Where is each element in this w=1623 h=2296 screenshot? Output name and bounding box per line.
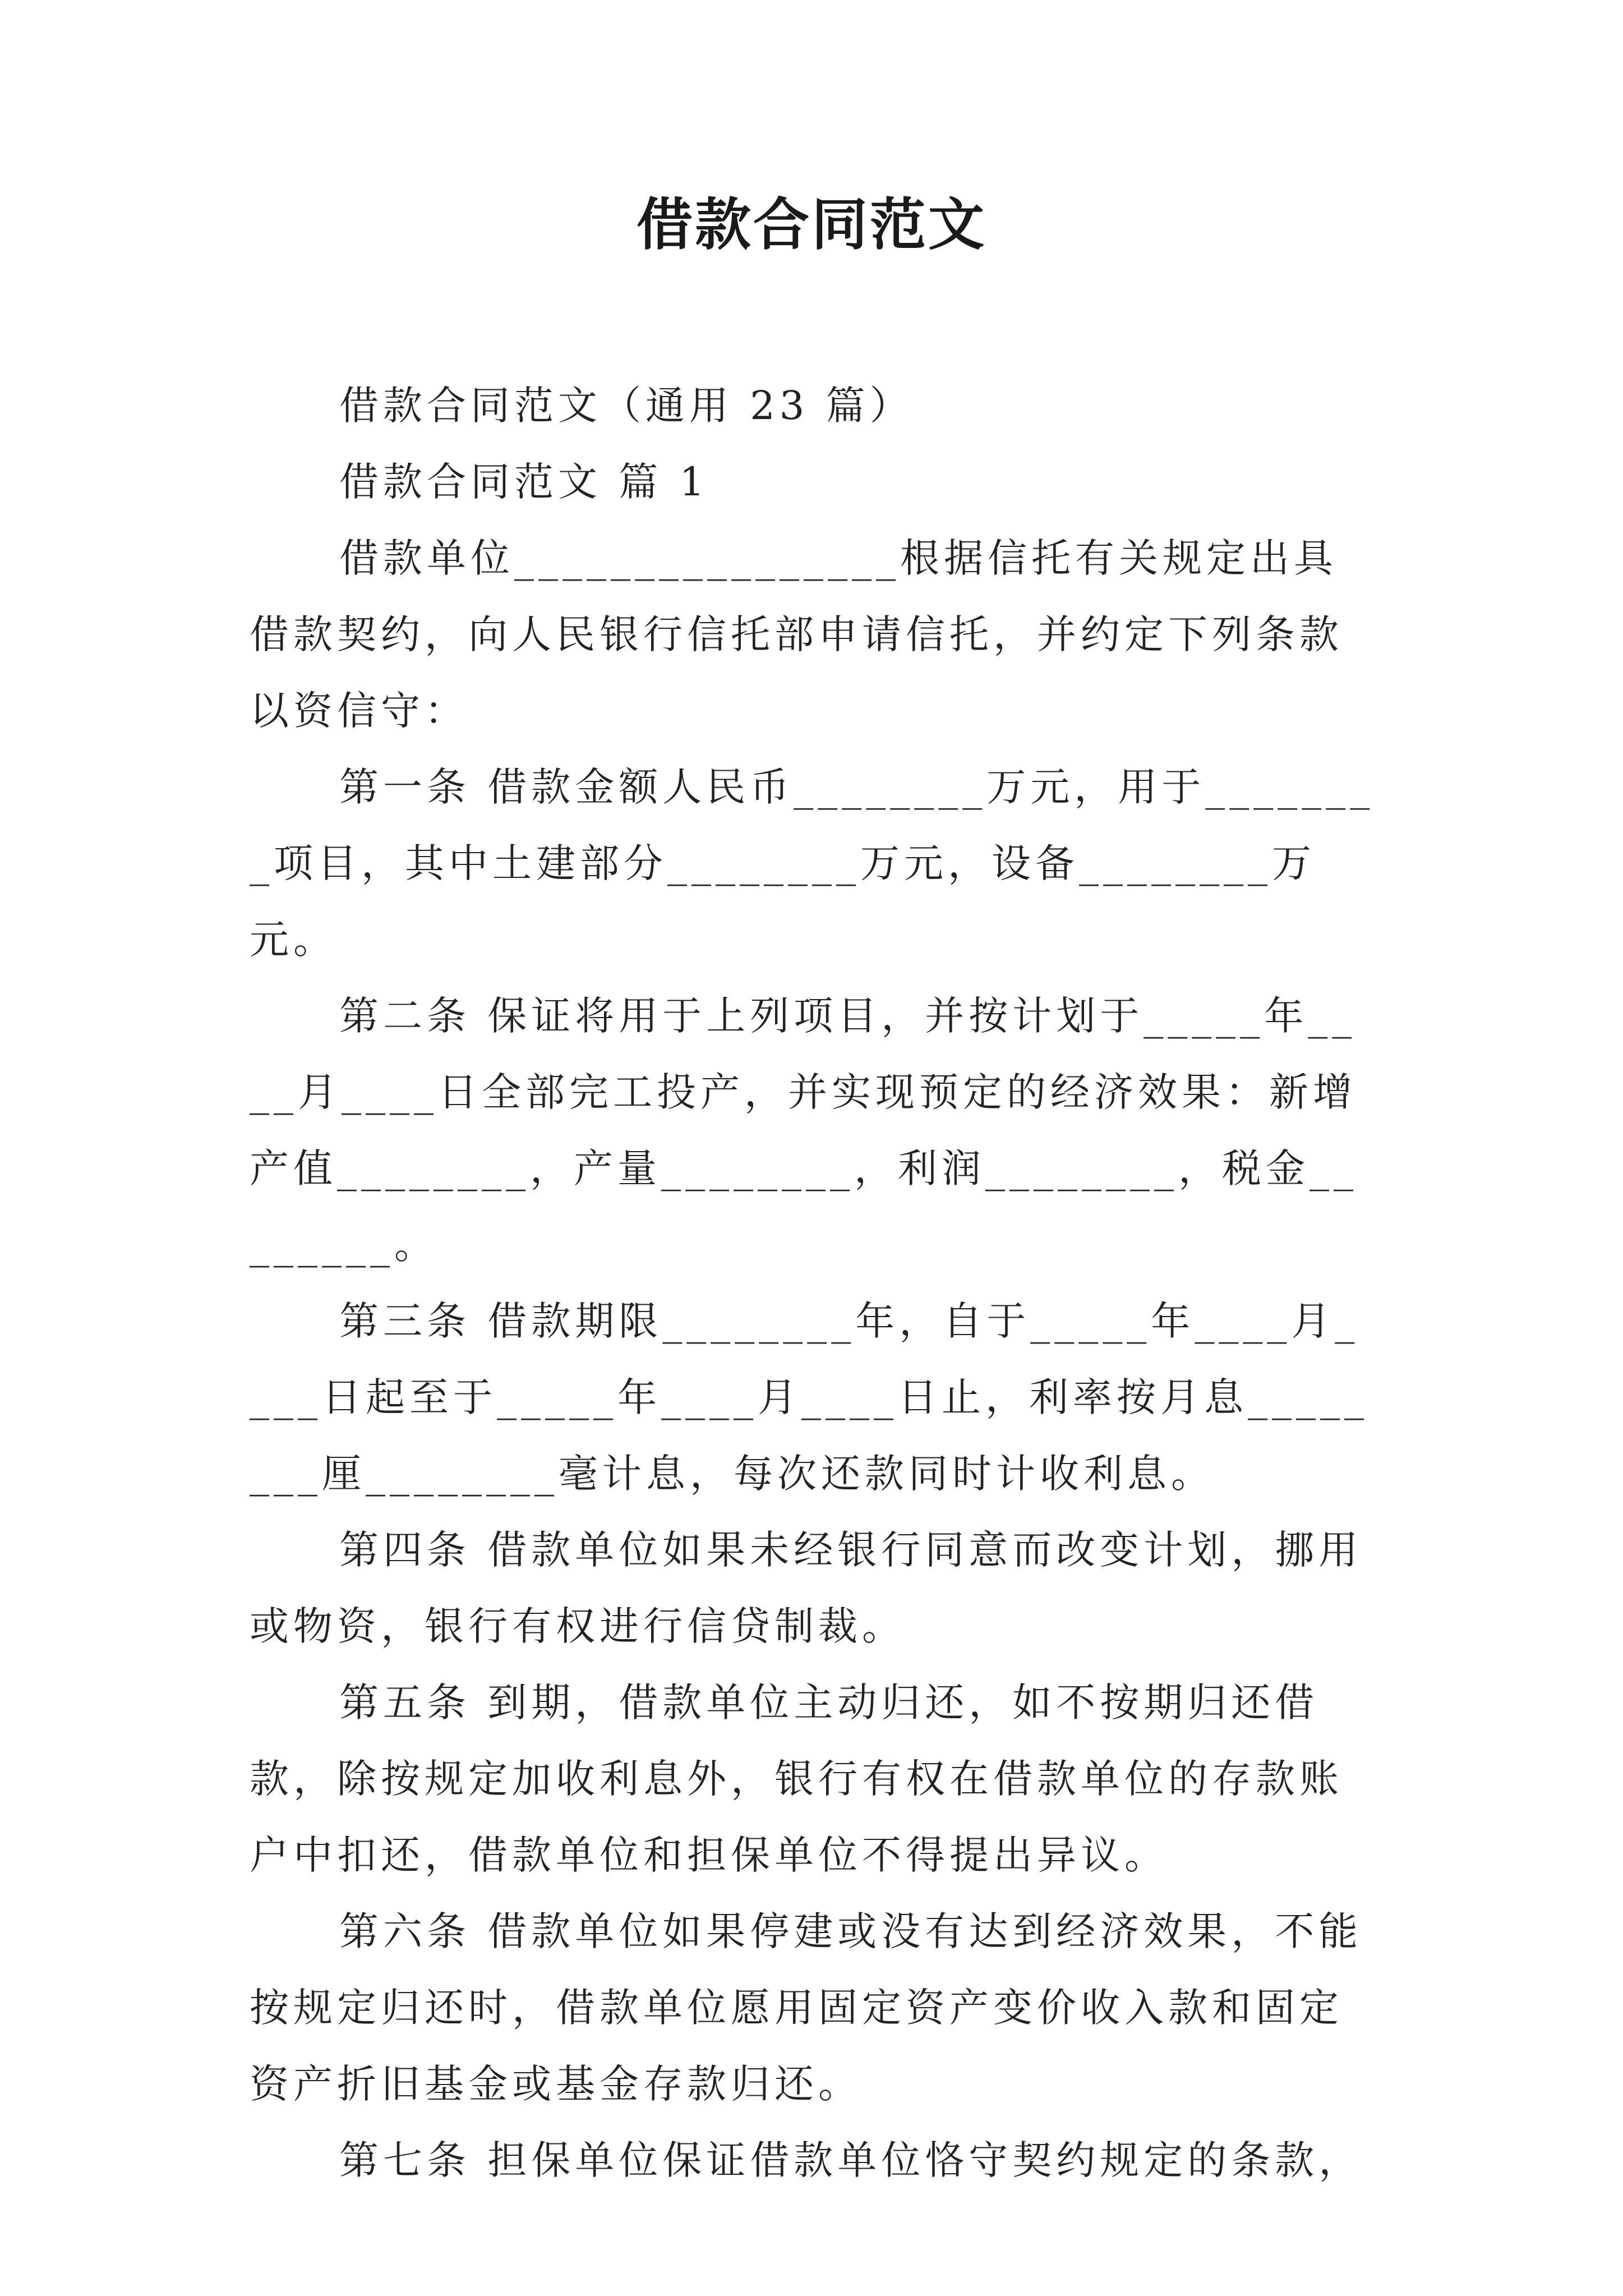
clause-2: 第二条 保证将用于上列项目，并按计划于_____年____月____日全部完工投产，并实现预定的经济效果：新增产值________，产量________，利润________，税金________。 <box>250 993 1358 1268</box>
intro-paragraph: 借款单位________________根据信托有关规定出具借款契约，向人民银行信托部申请信托，并约定下列条款以资信守： <box>250 535 1343 734</box>
document-body <box>250 367 1377 2198</box>
section-heading: 借款合同范文 篇 1 <box>339 459 709 505</box>
clause-4: 第四条 借款单位如果未经银行同意而改变计划，挪用或物资，银行有权进行信贷制裁。 <box>250 1527 1363 1649</box>
clause-1: 第一条 借款金额人民币________万元，用于________项目，其中土建部分________万元，设备________万元。 <box>250 764 1375 963</box>
subtitle-paragraph: 借款合同范文（通用 23 篇） <box>339 383 914 429</box>
clause-7: 第七条 担保单位保证借款单位恪守契约规定的条款， <box>339 2137 1363 2183</box>
document-title: 借款合同范文 <box>637 191 986 257</box>
clause-6: 第六条 借款单位如果停建或没有达到经济效果，不能按规定归还时，借款单位愿用固定资产变价收入款和固定资产折旧基金或基金存款归还。 <box>250 1908 1363 2107</box>
clause-3: 第三条 借款期限________年，自于_____年____月____日起至于_____年____月____日止，利率按月息________厘________毫计息，每次还款同时计收利息。 <box>250 1298 1368 1497</box>
clause-5: 第五条 到期，借款单位主动归还，如不按期归还借款，除按规定加收利息外，银行有权在借款单位的存款账户中扣还，借款单位和担保单位不得提出异议。 <box>250 1680 1343 1878</box>
